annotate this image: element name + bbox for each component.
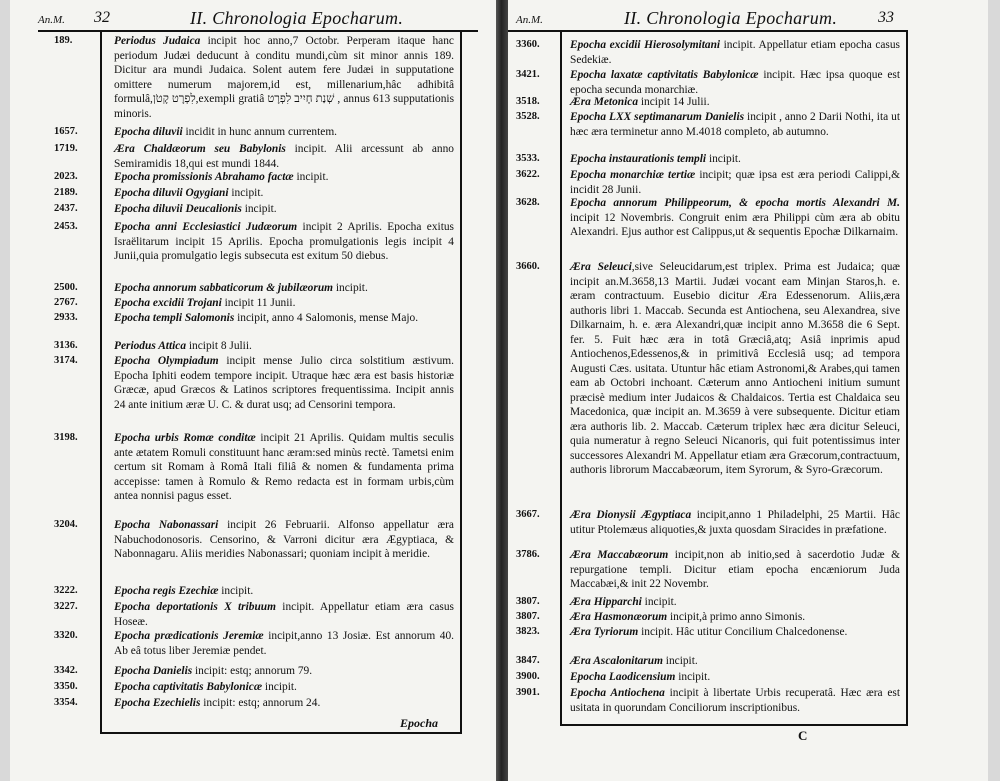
entry-year: 3136.	[54, 340, 78, 351]
right-corner-label: An.M.	[516, 14, 543, 26]
entry-title: Æra Tyriorum	[570, 626, 639, 638]
entry-body: incipit,non ab initio,sed à sacerdotio Judæ & repurgatione templi. Dicitur etiam epocha encæniorum Juda Maccabæi,& init 22 Novembr.	[570, 549, 900, 590]
entry-text	[570, 110, 900, 139]
entry-text	[114, 296, 454, 311]
left-header	[10, 6, 496, 32]
book-gutter	[496, 0, 508, 781]
entry-body: incipit 2 Aprilis. Epocha exitus Israëlitarum incipit 15 Aprilis. Epocha promulgationis legis incipit 4 Junii,quia promulgatio legis subsecuta est exitum 50 diebus.	[114, 221, 454, 262]
entry-year: 3807.	[516, 596, 540, 607]
left-header-rule	[38, 30, 478, 32]
entry-year: 3901.	[516, 687, 540, 698]
entry-title: Epocha Danielis	[114, 665, 193, 677]
entry-body: incipit.	[218, 585, 254, 597]
entry-year: 3847.	[516, 655, 540, 666]
entry-year: 2933.	[54, 312, 78, 323]
entry-text	[114, 142, 454, 171]
entry-year: 3354.	[54, 697, 78, 708]
entry-text	[570, 670, 900, 685]
entry-title: Epocha Antiochena	[570, 687, 665, 699]
left-catchword: Epocha	[400, 716, 439, 730]
left-running-title: II. Chronologia Epocharum.	[190, 8, 404, 28]
entry-title: Epocha promissionis Abrahamo factæ	[114, 171, 294, 183]
entry-year: 3786.	[516, 549, 540, 560]
entry-title: Æra Seleuci	[570, 261, 632, 273]
entry-text	[570, 260, 900, 478]
entry-year: 2500.	[54, 282, 78, 293]
entry-title: Epocha prædicationis Jeremiæ	[114, 630, 264, 642]
entry-body: incipit hoc anno,7 Octobr. Perperam itaque hanc periodum Judæi deducunt à conditu mundi,cùm sit minor annis 189. Dicitur ara mundi Judaica. Solent autem fere Judæi in supputatione omittere numerum majorem,id est, millenarium,hâc adhibitâ formulâ,לִפְרָט קָטֹן,exempli gratiâ שְׁנַת חָיִיב לִפְרָט , annus 613 supputationis minoris.	[114, 35, 455, 120]
entry-text	[570, 95, 900, 110]
entry-title: Æra Hasmonæorum	[570, 611, 668, 623]
entry-year: 3320.	[54, 630, 78, 641]
entry-text	[570, 548, 900, 592]
right-outer-rule	[906, 30, 908, 726]
entry-body: incipit,anno 1 Philadelphi, 25 Martii. Hâc utitur Ptolemæus aliquoties,& juxta quosdam Siracides in præfatione.	[570, 509, 900, 536]
entry-text	[570, 625, 900, 640]
entry-text	[114, 354, 454, 412]
entry-body: incipit.	[675, 671, 711, 683]
entry-year: 3628.	[516, 197, 540, 208]
entry-text	[114, 518, 454, 562]
entry-text	[570, 508, 900, 537]
entry-title: Epocha Olympiadum	[114, 355, 219, 367]
entry-title: Æra Ascalonitarum	[570, 655, 663, 667]
entry-title: Epocha excidii Trojani	[114, 297, 222, 309]
entry-title: Epocha laxatæ captivitatis Babylonicæ	[570, 69, 759, 81]
entry-year: 3222.	[54, 585, 78, 596]
entry-title: Epocha diluvii	[114, 126, 183, 138]
entry-year: 3807.	[516, 611, 540, 622]
right-running-title: II. Chronologia Epocharum.	[624, 8, 838, 28]
entry-text	[570, 38, 900, 67]
left-outer-rule	[460, 30, 462, 734]
entry-year: 2453.	[54, 221, 78, 232]
entry-body: incipit: estq; annorum 79.	[192, 665, 313, 677]
entry-title: Epocha annorum sabbaticorum & jubilæorum	[114, 282, 334, 294]
entry-text	[570, 654, 900, 669]
left-corner-label: An.M.	[38, 14, 65, 26]
entry-body: incipit: estq; annorum 24.	[200, 697, 321, 709]
entry-text	[570, 168, 900, 197]
entry-body: incipit. Appellatur etiam epocha casus Sedekiæ.	[570, 39, 900, 66]
entry-year: 1719.	[54, 143, 78, 154]
entry-text	[114, 281, 454, 296]
entry-body: incipit. Appellatur etiam æra casus Hoseæ.	[114, 601, 454, 628]
entry-year: 1657.	[54, 126, 78, 137]
entry-title: Epocha Laodicensium	[570, 671, 676, 683]
entry-body: incipit. Hæc ipsa quoque est epocha secunda monarchiæ.	[570, 69, 900, 96]
entry-year: 2023.	[54, 171, 78, 182]
entry-body: incipit,anno 13 Josiæ. Est annorum 40. Ab eâ totus liber Jeremiæ pendet.	[114, 630, 455, 657]
entry-year: 3360.	[516, 39, 540, 50]
entry-title: Epocha Ezechielis	[114, 697, 201, 709]
entry-text	[114, 664, 454, 679]
right-header-rule	[508, 30, 908, 32]
entry-text	[114, 696, 454, 711]
entry-body: incipit.	[641, 596, 677, 608]
entry-text	[114, 339, 454, 354]
entry-year: 2437.	[54, 203, 78, 214]
entry-year: 3622.	[516, 169, 540, 180]
entry-year: 2189.	[54, 187, 78, 198]
entry-title: Epocha Nabonassari	[114, 519, 219, 531]
entry-text	[114, 186, 454, 201]
entry-text	[114, 431, 454, 504]
entry-title: Periodus Attica	[114, 340, 187, 352]
entry-body: incipit,à primo anno Simonis.	[667, 611, 806, 623]
entry-text	[570, 595, 900, 610]
entry-body: incipit 11 Junii.	[221, 297, 296, 309]
right-page-number: 33	[878, 9, 894, 26]
right-column-rule	[560, 30, 562, 726]
entry-body: incipit.	[662, 655, 698, 667]
entry-title: Epocha diluvii Ogygiani	[114, 187, 229, 199]
entry-body: incipit 26 Februarii. Alfonso appellatur æra Nabuchodonosoris. Censorino, & Varroni dicitur æra Ægyptiaca, & Nabonnagaru. Aliis meridies Nabonassari; quoniam incipit à meridie.	[114, 519, 454, 560]
entry-year: 3528.	[516, 111, 540, 122]
entry-body: incipit.	[706, 153, 741, 165]
entry-text	[114, 220, 454, 264]
entry-body: incipit à libertate Urbis recuperatâ. Hæc æra est usitata in quorundam Conciliorum inscriptionibus.	[570, 687, 900, 714]
entry-text	[114, 125, 454, 140]
entry-text	[570, 196, 900, 240]
entry-year: 3518.	[516, 96, 540, 107]
entry-text	[114, 311, 454, 326]
entry-title: Æra Dionysii Ægyptiaca	[570, 509, 692, 521]
entry-text	[570, 152, 900, 167]
entry-text	[114, 600, 454, 629]
entry-text	[114, 170, 454, 185]
entry-body: incipit 21 Aprilis. Quidam multis seculis ante ætatem Romuli constituunt hanc æram:sed minùs rectè. Tametsi enim certum sit Romam à Româ Itali filiâ & nomen & fundamenta prima accepisse: tamen à Romulo & Remo redacta est in formam urbis,cùm antea nonnisi pagus esset.	[114, 432, 454, 502]
entry-title: Periodus Judaica	[114, 35, 201, 47]
entry-title: Æra Maccabæorum	[570, 549, 669, 561]
right-footer-rule	[560, 724, 908, 726]
signature-mark: C	[798, 728, 808, 743]
entry-year: 3350.	[54, 681, 78, 692]
entry-year: 3660.	[516, 261, 540, 272]
entry-title: Epocha captivitatis Babylonicæ	[114, 681, 263, 693]
entry-text	[114, 680, 454, 695]
left-column-rule	[100, 30, 102, 734]
entry-title: Epocha anni Ecclesiastici Judæorum	[114, 221, 298, 233]
entry-body: incipit.	[293, 171, 329, 183]
left-footer-rule	[100, 732, 462, 734]
entry-title: Æra Hipparchi	[570, 596, 642, 608]
entry-body: incidit in hunc annum currentem.	[182, 126, 338, 138]
entry-year: 3421.	[516, 69, 540, 80]
entry-year: 3900.	[516, 671, 540, 682]
entry-title: Epocha instaurationis templi	[570, 153, 707, 165]
entry-title: Epocha annorum Philippeorum, & epocha mortis Alexandri M.	[570, 197, 900, 209]
entry-body: incipit , anno 2 Darii Nothi, ita ut hæc æra terminetur anno M.4018 completo, ab autumno.	[570, 111, 900, 138]
entry-title: Æra Chaldæorum seu Babylonis	[114, 143, 286, 155]
entry-year: 189.	[54, 35, 73, 46]
entry-title: Epocha regis Ezechiæ	[114, 585, 219, 597]
right-header	[508, 6, 988, 32]
entry-text	[114, 584, 454, 599]
entry-title: Epocha deportationis X tribuum	[114, 601, 276, 613]
entry-body: incipit 8 Julii.	[186, 340, 252, 352]
entry-title: Epocha templi Salomonis	[114, 312, 235, 324]
entry-year: 2767.	[54, 297, 78, 308]
entry-body: incipit.	[228, 187, 264, 199]
entry-title: Epocha diluvii Deucalionis	[114, 203, 242, 215]
right-page	[508, 0, 988, 781]
entry-year: 3204.	[54, 519, 78, 530]
entry-year: 3667.	[516, 509, 540, 520]
entry-title: Æra Metonica	[570, 96, 639, 108]
entry-year: 3198.	[54, 432, 78, 443]
entry-body: incipit, anno 4 Salomonis, mense Majo.	[234, 312, 419, 324]
entry-body: incipit.	[262, 681, 297, 693]
entry-body: incipit; quæ ipsa est æra periodi Calippi,& incidit 28 Junii.	[570, 169, 901, 196]
entry-year: 3823.	[516, 626, 540, 637]
entry-title: Epocha LXX septimanarum Danielis	[570, 111, 745, 123]
entry-title: Epocha excidii Hierosolymitani	[570, 39, 721, 51]
entry-year: 3533.	[516, 153, 540, 164]
entry-title: Epocha monarchiæ tertiæ	[570, 169, 696, 181]
left-page	[10, 0, 496, 781]
entry-text	[114, 629, 454, 658]
entry-body: incipit 14 Julii.	[638, 96, 710, 108]
entry-year: 3174.	[54, 355, 78, 366]
entry-year: 3227.	[54, 601, 78, 612]
entry-body: incipit. Hâc utitur Concilium Chalcedonense.	[638, 626, 848, 638]
entry-year: 3342.	[54, 665, 78, 676]
entry-body: incipit.	[333, 282, 368, 294]
entry-body: incipit 12 Novembris. Congruit enim æra Philippi cùm æra ab obitu Alexandri. Ejus author est Calippus,ut & sequentis Epochæ Dilkarnaim.	[570, 211, 900, 238]
entry-text	[570, 68, 900, 97]
entry-title: Epocha urbis Romæ conditæ	[114, 432, 256, 444]
entry-text	[570, 610, 900, 625]
entry-text	[570, 686, 900, 715]
entry-body: incipit. Alii arcessunt ab anno Semiramidis 18,qui est mundi 1844.	[114, 143, 455, 170]
entry-body: incipit mense Julio circa solstitium æstivum. Epocha Iphiti eodem tempore incipit. Utraque hæc æra est basis historiæ Græcæ, apud Græcos & Latinos scriptores frequentissima. Incipit annis 24 ante initium æræ U. C. & durat usq; ad Censorini tempora.	[114, 355, 454, 411]
entry-body: incipit.	[241, 203, 277, 215]
left-page-number: 32	[94, 9, 110, 26]
entry-text	[114, 34, 454, 121]
entry-text	[114, 202, 454, 217]
entry-body: ,sive Seleucidarum,est triplex. Prima est Judaica; quæ incipit an.M.3658,13 Martii. Judæi vocant eam Minjan Staros,h. e. æram contractuum. Eusebio dicitur Æra Edessenorum. Aliis,æra authoris libri 1. Maccab. Secunda est Antiochena, seu Alexandrea, sive Dilkarnaim, h. e. æra Alexandri,quæ incipit anno M.3658 die 6 Sept. fer. 5. Fuit hæc æra in totâ Græciâ,atq; Asiâ inprimis apud Antiochenos,Edessenos,& in primitivâ Ecclesiâ usq; ad tempora Augusti Cæs. usitata. Utuntur hâc etiam Astronomi,& Arabes,qui tamen eam ab Octobri inchoant. Cæterum anno Antiocheni initium sumunt præcisè medium inter Judaicos & Chaldaicos. Tertia est Chaldaica seu Macedonica, quæ incipit an. M.3659 à vere subsequente. Dicitur etiam æra authoris lib. 2. Maccab. Cæterum triplex hæc æra dicitur Seleuci, quia numeratur à regno Seleuci Nicanoris, qui fuit potentissimus inter successores Alexandri M. Appellatur etiam æra Græcorum,contractuum, authoris librorum Maccabæorum, item Syrorum, & Syro-Græcorum.	[570, 261, 900, 476]
